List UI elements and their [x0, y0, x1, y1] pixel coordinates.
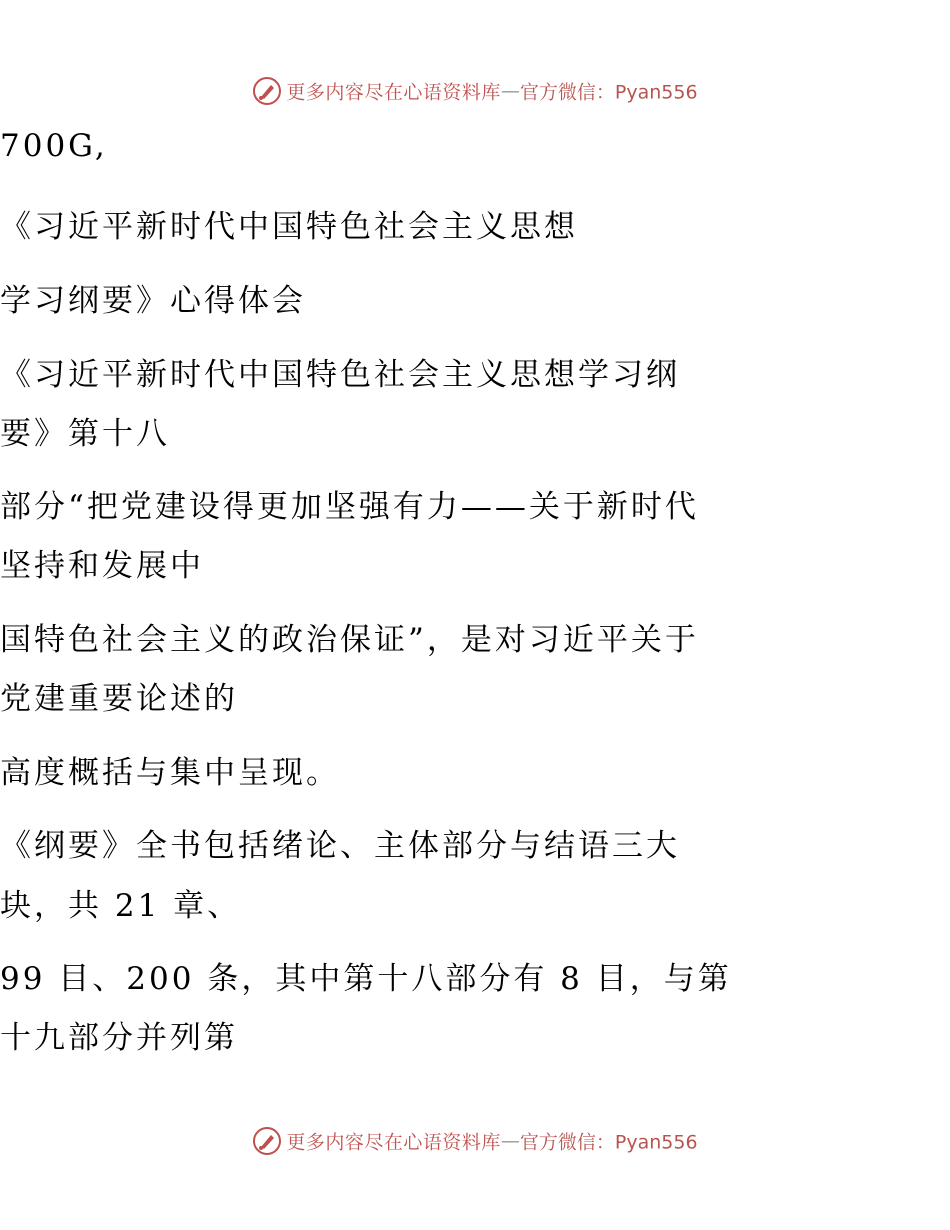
body-line: 坚持和发展中 [0, 548, 204, 584]
body-line: 《纲要》全书包括绪论、主体部分与结语三大 [0, 828, 680, 864]
watermark-contact: 官方微信：Pyan556 [519, 81, 698, 104]
pen-nib-icon [252, 1126, 282, 1156]
body-line: 部分“把党建设得更加坚强有力——关于新时代 [0, 489, 699, 525]
body-line: 学习纲要》心得体会 [0, 283, 306, 319]
body-line: 十九部分并列第 [0, 1020, 238, 1056]
watermark-separator: — [500, 1130, 520, 1152]
body-line: 要》第十八 [0, 416, 170, 452]
header-watermark [0, 76, 950, 106]
watermark-brand: 更多内容尽在心语资料库 [286, 1131, 501, 1154]
body-line: 《习近平新时代中国特色社会主义思想 [0, 209, 578, 245]
body-line: 99 目、200 条，其中第十八部分有 8 目，与第 [0, 961, 732, 997]
body-line: 国特色社会主义的政治保证”，是对习近平关于 [0, 622, 699, 658]
body-line: 块，共 21 章、 [0, 888, 242, 924]
body-line: 高度概括与集中呈现。 [0, 755, 340, 791]
footer-watermark [0, 1126, 950, 1156]
watermark-contact: 官方微信：Pyan556 [519, 1131, 698, 1154]
body-line: 《习近平新时代中国特色社会主义思想学习纲 [0, 357, 680, 393]
body-line: 党建重要论述的 [0, 681, 238, 717]
pen-nib-icon [252, 76, 282, 106]
watermark-separator: — [500, 80, 520, 102]
watermark-brand: 更多内容尽在心语资料库 [286, 81, 501, 104]
body-line: 700G, [0, 128, 108, 164]
